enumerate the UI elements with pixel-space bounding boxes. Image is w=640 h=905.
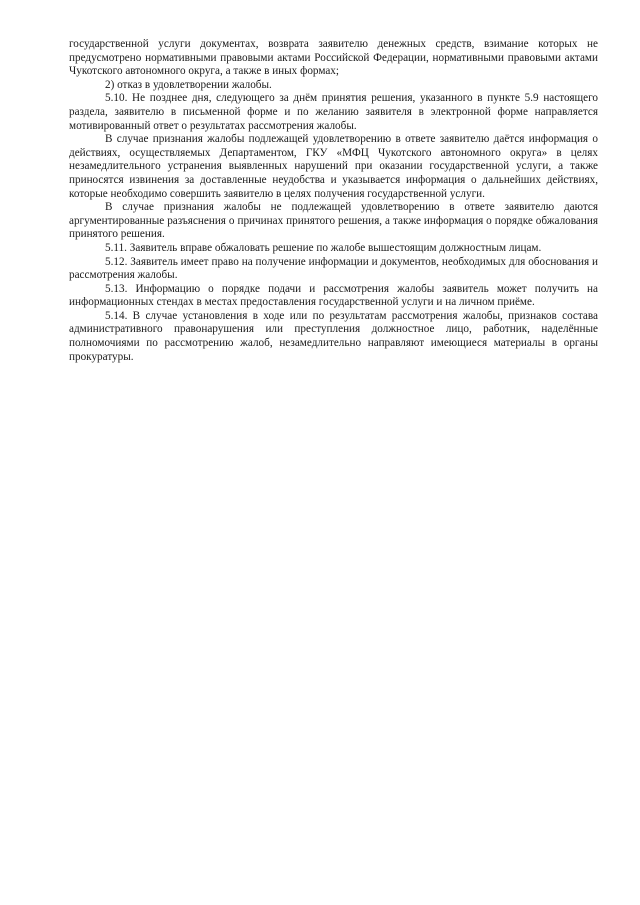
paragraph-5-13: 5.13. Информацию о порядке подачи и рассмотрения жалобы заявитель может получить на информационных стендах в местах предоставления государственной услуги и на личном приёме. <box>69 282 598 309</box>
paragraph-complaint-rejected: В случае признания жалобы не подлежащей удовлетворению в ответе заявителю даются аргументированные разъяснения о причинах принятого решения, а также информация о порядке обжалования принятого решения. <box>69 201 598 241</box>
paragraph-refusal-item: 2) отказ в удовлетворении жалобы. <box>105 78 272 91</box>
paragraph-5-11: 5.11. Заявитель вправе обжаловать решение по жалобе вышестоящим должностным лицам. <box>105 241 542 254</box>
paragraph-complaint-satisfied: В случае признания жалобы подлежащей удовлетворению в ответе заявителю даётся информация о действиях, осуществляемых Департаментом, ГКУ «МФЦ Чукотского автономного округа» в целях незамедлительного устранения выявленных нарушений при оказании государственной услуги, а также приносятся извинения за доставленные неудобства и указывается информация о дальнейших действиях, которые необходимо совершить заявителю в целях получения государственной услуги. <box>69 133 598 200</box>
document-body <box>69 38 598 364</box>
paragraph-continuation: государственной услуги документах, возврата заявителю денежных средств, взимание которых не предусмотрено нормативными правовыми актами Российской Федерации, нормативными правовыми актами Чукотского автономного округа, а также в иных формах; <box>69 38 598 78</box>
paragraph-5-12: 5.12. Заявитель имеет право на получение информации и документов, необходимых для обоснования и рассмотрения жалобы. <box>69 255 598 282</box>
paragraph-5-14: 5.14. В случае установления в ходе или по результатам рассмотрения жалобы, признаков состава административного правонарушения или преступления должностное лицо, работник, наделённые полномочиями по рассмотрению жалоб, незамедлительно направляют имеющиеся материалы в органы прокуратуры. <box>69 309 598 363</box>
paragraph-5-10: 5.10. Не позднее дня, следующего за днём принятия решения, указанного в пункте 5.9 настоящего раздела, заявителю в письменной форме и по желанию заявителя в электронной форме направляется мотивированный ответ о результатах рассмотрения жалобы. <box>69 92 598 132</box>
